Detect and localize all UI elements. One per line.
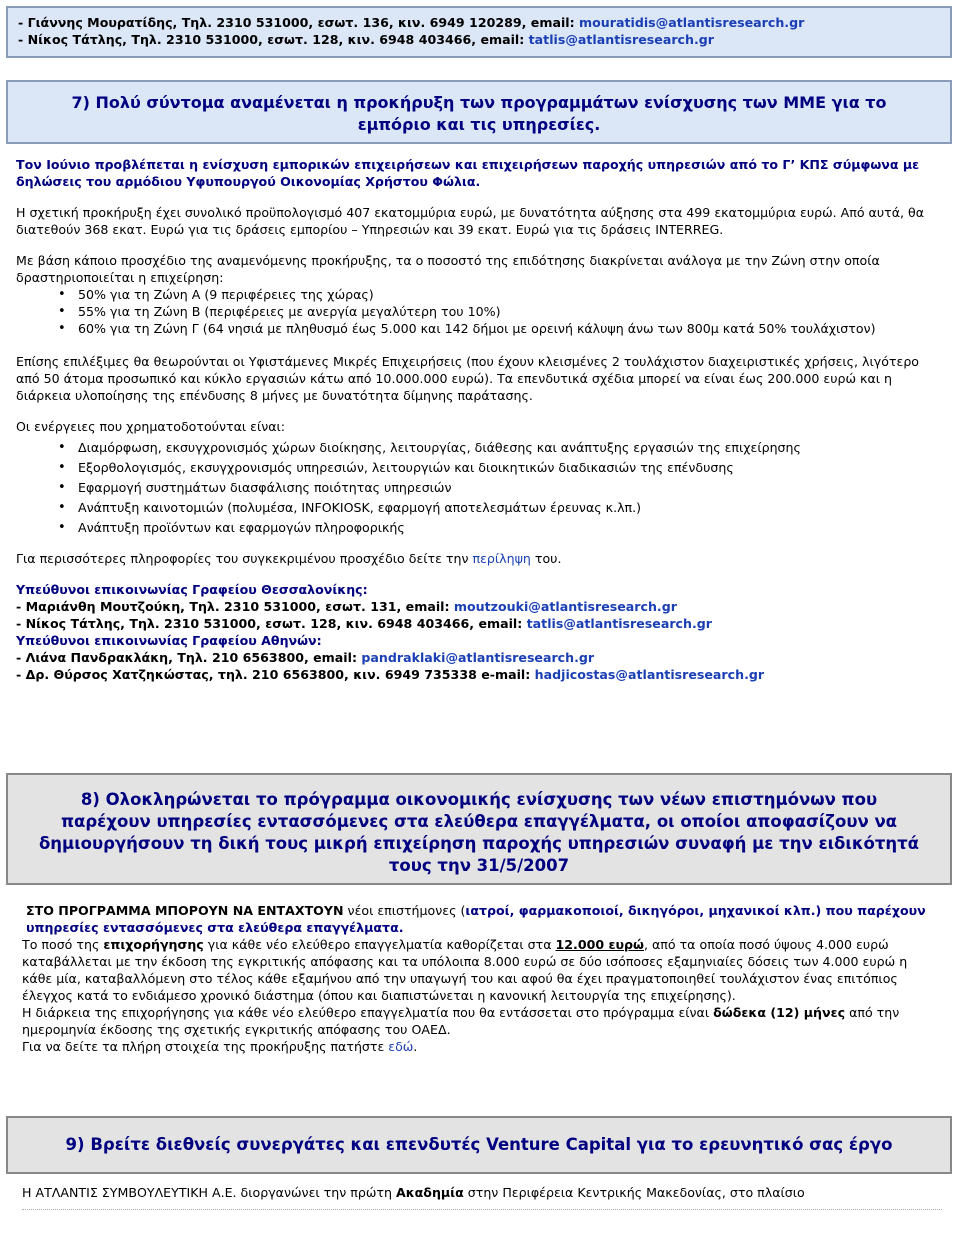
text: από την ημερομηνία έκδοσης της σχετικής εγκριτικής απόφασης του ΟΑΕΔ. (22, 1005, 900, 1037)
text: για κάθε νέο ελεύθερο επαγγελματία καθορίζεται στα (203, 937, 556, 952)
list-item: • Διαμόρφωση, εκσυγχρονισμός χώρων διοίκησης, λειτουργίας, διάθεσης και ανάπτυξης εργασιών της επιχείρησης (16, 439, 942, 456)
actions-list (16, 439, 942, 536)
section8-heading (18, 789, 940, 877)
contact-text: - Νίκος Τάτλης, Τηλ. 2310 531000, εσωτ. 128, κιν. 6948 403466, email: (18, 32, 529, 47)
heading-line: τους την 31/5/2007 (388, 856, 570, 875)
text: . (413, 1039, 418, 1054)
heading-line: δημιουργήσουν τη δική τους μικρή επιχείρηση παροχής υπηρεσιών συναφή με την ειδικότητά (38, 834, 920, 853)
email-link-hadjicostas[interactable]: hadjicostas@atlantisresearch.gr (534, 667, 765, 682)
heading-line: παρέχουν υπηρεσίες εντασσόμενες στα ελεύθερα επαγγέλματα, οι οποίοι αποφασίζουν να (60, 812, 898, 831)
section7-eligible: Επίσης επιλέξιμες θα θεωρούνται οι Υφιστάμενες Μικρές Επιχειρήσεις (που έχουν κλεισμένες 2 τουλάχιστον διαχειριστικές χρήσεις, λιγότερο από 50 άτομα προσωπικό και κύκλο εργασιών κάτω από 10.000.000 ευρώ). Τα επενδυτικά σχέδια μπορεί να είναι έως 200.000 ευρώ και η διάρκεια υλοποίησης της επένδυσης 8 μήνες με δυνατότητα δίμηνης παράτασης. (16, 354, 920, 403)
section7-contacts (16, 581, 942, 683)
contact-line-pandraklaki (16, 649, 942, 666)
summary-link[interactable]: περίληψη (472, 551, 531, 566)
text: Το ποσό της (22, 937, 104, 952)
zones-list (16, 286, 942, 337)
contact-text: - Νίκος Τάτλης, Τηλ. 2310 531000, εσωτ. 128, κιν. 6948 403466, email: (16, 616, 527, 631)
contact-line-moutzouki (16, 598, 942, 615)
heading-line: 7) Πολύ σύντομα αναμένεται η προκήρυξη των προγραμμάτων ενίσχυσης των ΜΜΕ για το (71, 93, 887, 112)
email-link-tatlis[interactable]: tatlis@atlantisresearch.gr (528, 32, 714, 47)
contact-line-mouratidis (18, 14, 940, 31)
bold-text: επιχορήγησης (103, 937, 204, 952)
contact-text: - Μαριάνθη Μουτζούκη, Τηλ. 2310 531000, εσωτ. 131, email: (16, 599, 454, 614)
list-item: • Εφαρμογή συστημάτων διασφάλισης ποιότητας υπηρεσιών (16, 479, 942, 496)
list-item: • 60% για τη Ζώνη Γ (64 νησιά με πληθυσμό έως 5.000 και 142 δήμοι με ορεινή κάλυψη άνω των 800μ κατά 50% τουλάχιστον) (16, 320, 942, 337)
text: Για να δείτε τα πλήρη στοιχεία της προκήρυξης πατήστε (22, 1039, 389, 1054)
section8-p4 (22, 1038, 932, 1055)
email-link-tatlis-2[interactable]: tatlis@atlantisresearch.gr (526, 616, 712, 631)
heading-line: εμπόριο και τις υπηρεσίες. (357, 115, 601, 134)
thessaloniki-contacts-title: Υπεύθυνοι επικοινωνίας Γραφείου Θεσσαλονίκης: (16, 582, 368, 597)
text: νέοι επιστήμονες ( (343, 903, 466, 918)
athens-contacts-title: Υπεύθυνοι επικοινωνίας Γραφείου Αθηνών: (16, 633, 322, 648)
contact-text: - Γιάννης Μουρατίδης, Τηλ. 2310 531000, εσωτ. 136, κιν. 6949 120289, email: (18, 15, 580, 30)
section8-p3 (22, 1004, 932, 1038)
bold-underlined-text: 12.000 ευρώ (555, 937, 644, 952)
list-item: • Εξορθολογισμός, εκσυγχρονισμός υπηρεσιών, λειτουργιών και διοικητικών διαδικασιών της επένδυσης (16, 459, 942, 476)
heading-line: 8) Ολοκληρώνεται το πρόγραμμα οικονομικής ενίσχυσης των νέων επιστημόνων που (80, 790, 878, 809)
bold-text: Ακαδημία (395, 1185, 464, 1200)
section9-text (22, 1184, 942, 1210)
section7-body (16, 156, 942, 683)
contact-line-hadjicostas (16, 666, 942, 683)
list-item: • Ανάπτυξη καινοτομιών (πολυμέσα, INFOKIOSK, εφαρμογή αποτελεσμάτων έρευνας κ.λπ.) (16, 499, 942, 516)
section7-actions-intro: Οι ενέργειες που χρηματοδοτούνται είναι: (16, 419, 286, 434)
section8-p1 (26, 902, 932, 936)
bold-text: ιατροί, φαρμακοποιοί, δικηγόροι, μηχανικοί κλπ.) που παρέχουν υπηρεσίες εντασσόμενες στα ελεύθερα επαγγέλματα. (26, 903, 926, 935)
email-link-mouratidis[interactable]: mouratidis@atlantisresearch.gr (579, 15, 805, 30)
top-contacts-box (6, 6, 952, 58)
contact-line-tatlis-2 (16, 615, 942, 632)
section7-heading (18, 92, 940, 136)
section7-more-info (16, 550, 942, 567)
email-link-moutzouki[interactable]: moutzouki@atlantisresearch.gr (453, 599, 677, 614)
contact-text: - Δρ. Θύρσος Χατζηκώστας, τηλ. 210 6563800, κιν. 6949 735338 e-mail: (16, 667, 535, 682)
section9-heading: 9) Βρείτε διεθνείς συνεργάτες και επενδυτές Venture Capital για το ερευνητικό σας έργο (65, 1135, 893, 1154)
section9-body (22, 1184, 942, 1210)
section7-heading-box (6, 80, 952, 144)
text: , από τα οποία ποσό ύψους 4.000 ευρώ καταβάλλεται με την έκδοση της εγκριτικής απόφασης και τα υπόλοιπα 8.000 ευρώ σε δύο ισόποσες εξαμηνιαίες δόσεις των 4.000 ευρώ η κάθε μία, καταβαλλόμενη στο τέλος κάθε εξαμήνου από την υπαγωγή του και αφού θα έχει πραγματοποιηθεί τουλάχιστον ένας επιτόπιος έλεγχος κατά το ενδιάμεσο χρονικό διάστημα (όπου και διαπιστώνεται η κανονική λειτουργία της επιχείρησης). (22, 937, 908, 1003)
section7-zones-intro: Με βάση κάποιο προσχέδιο της αναμενόμενης προκήρυξης, τα ο ποσοστό της επιδότησης διακρίνεται ανάλογα με την Ζώνη στην οποία δραστηριοποιείται η επιχείρηση: (16, 253, 880, 285)
text: στην Περιφέρεια Κεντρικής Μακεδονίας, στο πλαίσιο (463, 1185, 805, 1200)
here-link[interactable]: εδώ (388, 1039, 414, 1054)
more-info-suffix: του. (530, 551, 562, 566)
list-item: • 55% για τη Ζώνη Β (περιφέρειες με ανεργία μεγαλύτερη του 10%) (16, 303, 942, 320)
bold-text: δώδεκα (12) μήνες (713, 1005, 846, 1020)
section7-budget: Η σχετική προκήρυξη έχει συνολικό προϋπολογισμό 407 εκατομμύρια ευρώ, με δυνατότητα αύξησης στα 499 εκατομμύρια ευρώ. Από αυτά, θα διατεθούν 368 εκατ. Ευρώ για τις δράσεις εμπορίου – Υπηρεσιών και 39 εκατ. Ευρώ για τις δράσεις INTERREG. (16, 205, 925, 237)
section9-heading-box (6, 1116, 952, 1174)
text: Η διάρκεια της επιχορήγησης για κάθε νέο ελεύθερο επαγγελματία που θα εντάσσεται στο πρόγραμμα είναι (22, 1005, 714, 1020)
section8-body (22, 902, 932, 1055)
text: Η ΑΤΛΑΝΤΙΣ ΣΥΜΒΟΥΛΕΥΤΙΚΗ Α.Ε. διοργανώνει την πρώτη (22, 1185, 396, 1200)
bold-text: ΣΤΟ ΠΡΟΓΡΑΜΜΑ ΜΠΟΡΟΥΝ ΝΑ ΕΝΤΑΧΤΟΥΝ (26, 903, 344, 918)
contact-line-tatlis (18, 31, 940, 48)
section7-lead: Τον Ιούνιο προβλέπεται η ενίσχυση εμπορικών επιχειρήσεων και επιχειρήσεων παροχής υπηρεσιών από το Γ’ ΚΠΣ σύμφωνα με δηλώσεις του αρμόδιου Υφυπουργού Οικονομίας Χρήστου Φώλια. (16, 157, 920, 189)
contact-text: - Λιάνα Πανδρακλάκη, Τηλ. 210 6563800, email: (16, 650, 362, 665)
section8-heading-box (6, 773, 952, 885)
email-link-pandraklaki[interactable]: pandraklaki@atlantisresearch.gr (361, 650, 595, 665)
more-info-text: Για περισσότερες πληροφορίες του συγκεκριμένου προσχέδιο δείτε την (16, 551, 473, 566)
section8-p2 (22, 936, 932, 1004)
list-item: • 50% για τη Ζώνη Α (9 περιφέρειες της χώρας) (16, 286, 942, 303)
list-item: • Ανάπτυξη προϊόντων και εφαρμογών πληροφορικής (16, 519, 942, 536)
